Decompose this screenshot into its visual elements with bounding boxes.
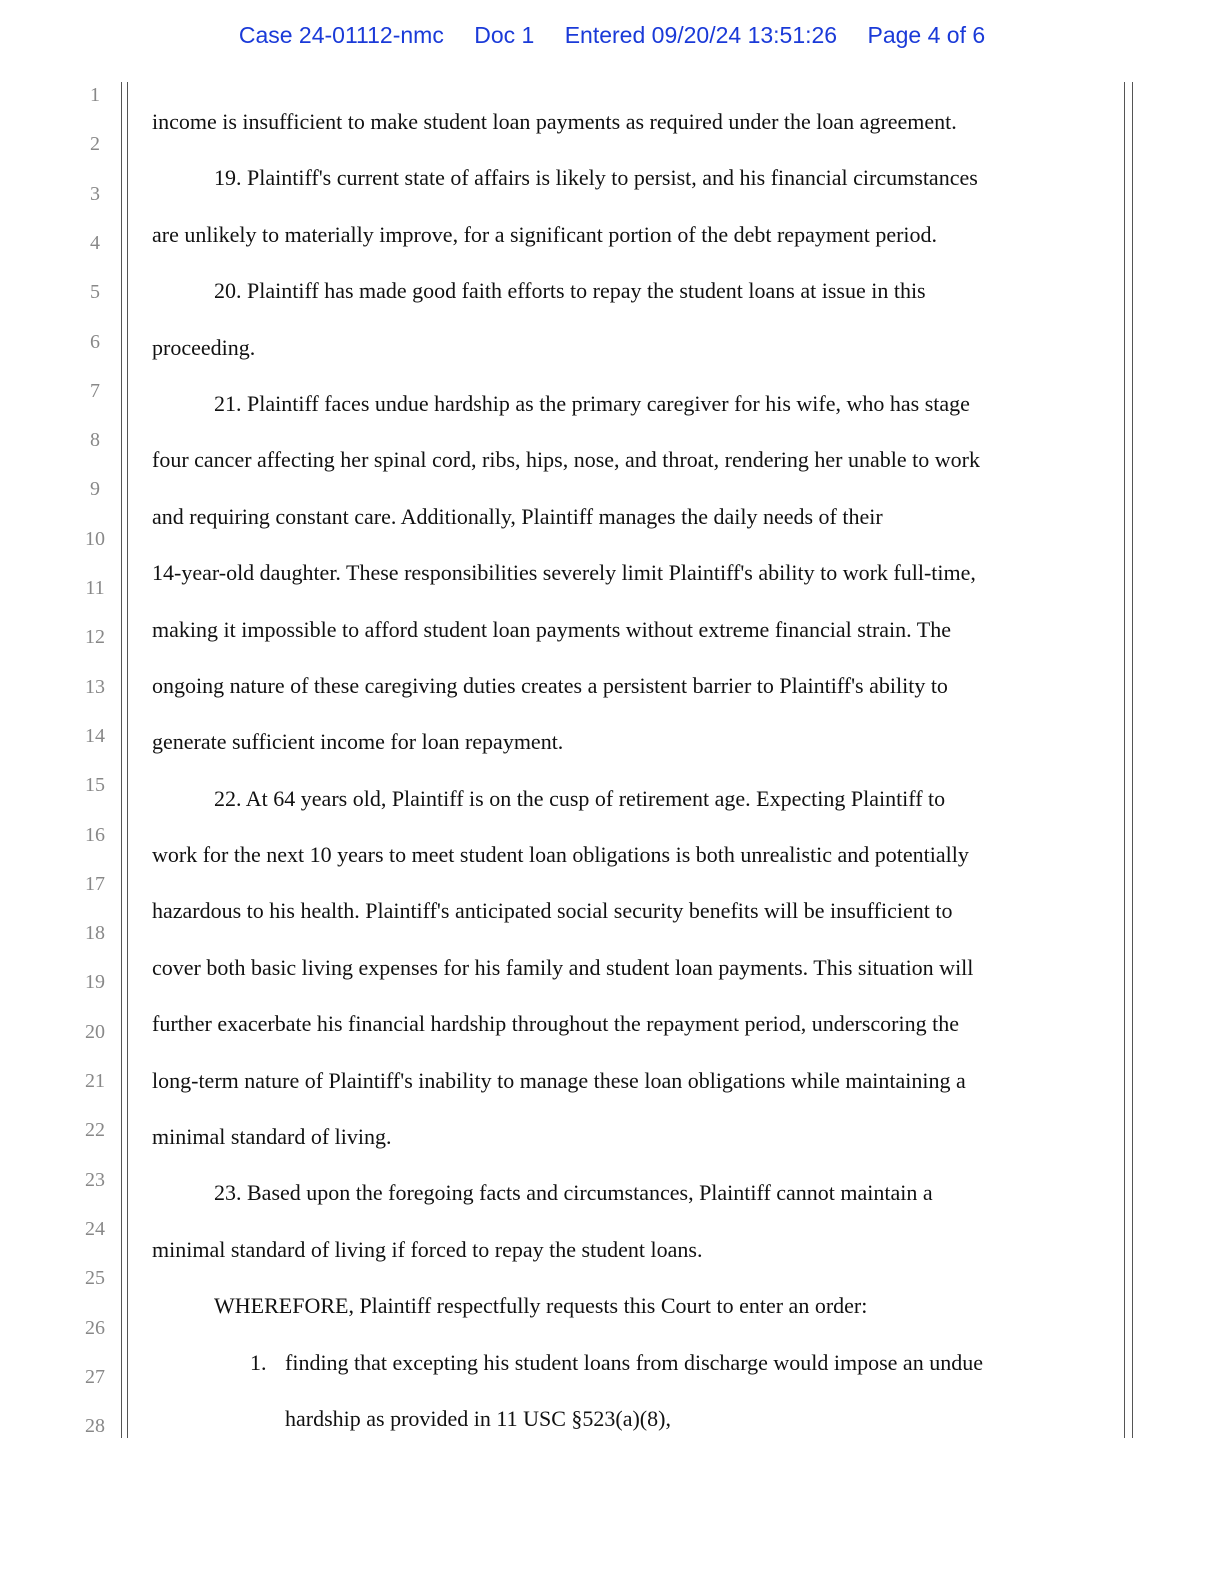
line-number: 25 <box>85 1267 105 1290</box>
text-line: 23. Based upon the foregoing facts and circumstances, Plaintiff cannot maintain a <box>214 1180 933 1206</box>
list-item-continuation: hardship as provided in 11 USC §523(a)(8), <box>285 1405 671 1431</box>
line-number: 18 <box>85 922 105 945</box>
line-number: 19 <box>85 971 105 994</box>
line-number: 9 <box>90 478 100 501</box>
text-line: and requiring constant care. Additionally, Plaintiff manages the daily needs of their <box>152 503 883 529</box>
right-margin-rule <box>1132 82 1133 1438</box>
text-line: 19. Plaintiff's current state of affairs is likely to persist, and his financial circumstances <box>214 165 978 191</box>
list-item-text: finding that excepting his student loans from discharge would impose an undue <box>285 1349 983 1375</box>
list-item <box>152 1335 1052 1391</box>
text-line: long-term nature of Plaintiff's inability to manage these loan obligations while maintaining a <box>152 1067 966 1093</box>
left-margin-rule <box>127 82 128 1438</box>
text-line: cover both basic living expenses for his family and student loan payments. This situation will <box>152 954 974 980</box>
line-number: 13 <box>85 675 105 698</box>
line-number: 17 <box>85 872 105 895</box>
text-line: four cancer affecting her spinal cord, ribs, hips, nose, and throat, rendering her unable to work <box>152 447 980 473</box>
line-number: 22 <box>85 1119 105 1142</box>
line-number: 8 <box>90 429 100 452</box>
line-number: 1 <box>90 84 100 106</box>
page-indicator: Page 4 of 6 <box>867 22 986 48</box>
doc-number: Doc 1 <box>474 22 535 48</box>
text-line: income is insufficient to make student loan payments as required under the loan agreement. <box>152 109 957 134</box>
text-line: are unlikely to materially improve, for a significant portion of the debt repayment period. <box>152 221 938 247</box>
text-line: work for the next 10 years to meet student loan obligations is both unrealistic and potentially <box>152 842 969 868</box>
line-number: 27 <box>85 1365 105 1388</box>
pleading-body <box>152 94 1052 1447</box>
line-number: 12 <box>85 626 105 649</box>
text-line: making it impossible to afford student loan payments without extreme financial strain. The <box>152 616 951 642</box>
line-number: 28 <box>85 1415 105 1438</box>
line-number: 15 <box>85 774 105 797</box>
text-line: 22. At 64 years old, Plaintiff is on the cusp of retirement age. Expecting Plaintiff to <box>214 785 946 811</box>
line-number: 5 <box>90 281 100 304</box>
line-number: 24 <box>85 1217 105 1240</box>
line-number: 11 <box>85 577 105 599</box>
line-number: 10 <box>85 527 105 550</box>
text-line: minimal standard of living if forced to repay the student loans. <box>152 1236 703 1262</box>
text-line: 21. Plaintiff faces undue hardship as the primary caregiver for his wife, who has stage <box>214 390 970 416</box>
text-line: hazardous to his health. Plaintiff's anticipated social security benefits will be insufficient to <box>152 898 953 924</box>
line-number: 14 <box>85 724 105 747</box>
text-line: WHEREFORE, Plaintiff respectfully requests this Court to enter an order: <box>214 1293 868 1319</box>
line-number: 4 <box>90 231 100 254</box>
line-number: 2 <box>90 133 100 156</box>
entered-date: Entered 09/20/24 13:51:26 <box>564 22 838 48</box>
line-number: 6 <box>90 330 100 353</box>
line-number: 21 <box>85 1070 105 1092</box>
line-number: 3 <box>90 182 100 205</box>
text-line: 20. Plaintiff has made good faith efforts to repay the student loans at issue in this <box>214 278 926 304</box>
line-number: 26 <box>85 1316 105 1339</box>
text-line: 14-year-old daughter. These responsibilities severely limit Plaintiff's ability to work full-time, <box>152 560 976 586</box>
text-line: further exacerbate his financial hardship throughout the repayment period, underscoring the <box>152 1011 959 1037</box>
text-line: minimal standard of living. <box>152 1124 392 1150</box>
list-item-number: 1. <box>250 1349 267 1375</box>
text-line: generate sufficient income for loan repayment. <box>152 729 564 755</box>
right-margin-rule <box>1124 82 1125 1438</box>
text-line: ongoing nature of these caregiving duties creates a persistent barrier to Plaintiff's ability to <box>152 672 948 698</box>
text-line: proceeding. <box>152 334 256 360</box>
case-header <box>0 22 1224 49</box>
left-margin-rule <box>121 82 122 1438</box>
case-number: Case 24-01112-nmc <box>238 22 444 48</box>
line-number: 23 <box>85 1168 105 1191</box>
line-number: 16 <box>85 823 105 846</box>
line-number: 7 <box>90 379 100 402</box>
line-number: 20 <box>85 1020 105 1043</box>
